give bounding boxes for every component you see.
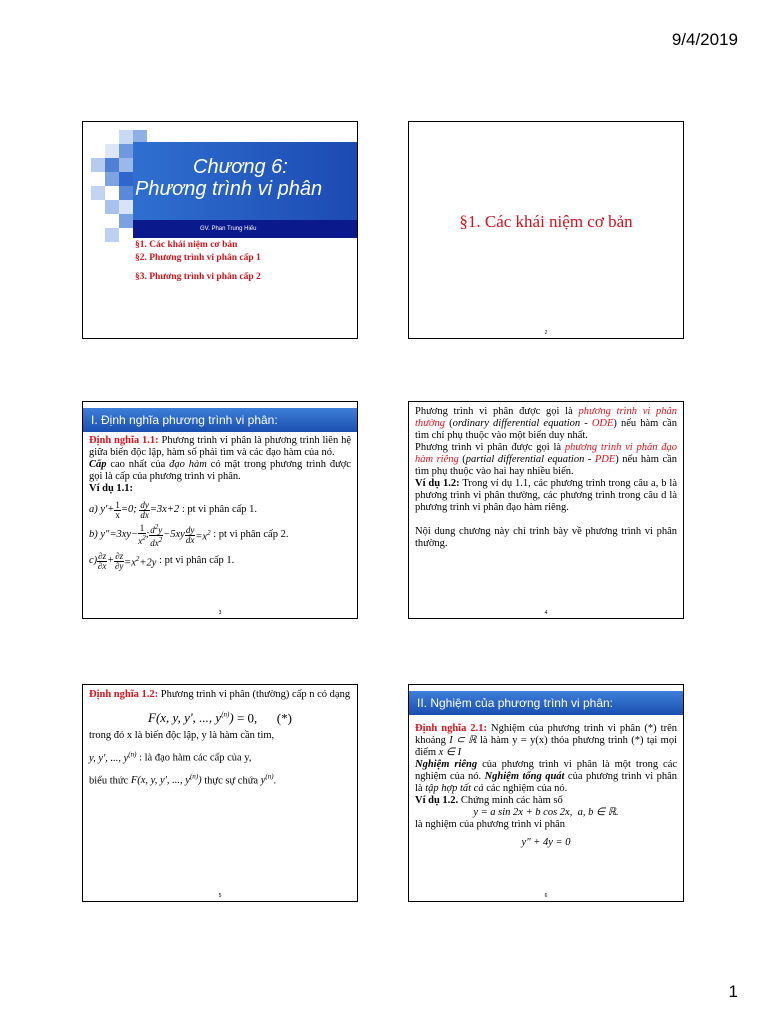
paragraph-text: Phương trình vi phân được gọi là	[415, 406, 579, 417]
example-equation: y" + 4y = 0	[521, 837, 571, 848]
example-tail: là nghiệm của phương trình vi phân	[415, 819, 566, 830]
slide-number: 4	[544, 610, 548, 616]
definition-text: Nghiệm của phương trình vi phân (*) trên khoảng	[415, 723, 677, 746]
derivatives-line: y, y', ..., $y^{(n)}$ : là đạo hàm các cấp của y,	[89, 750, 252, 764]
slide-2	[408, 121, 684, 339]
section-title: §1. Các khái niệm cơ bản	[459, 212, 633, 231]
section-header: I. Định nghĩa phương trình vi phân:	[83, 408, 357, 432]
example-label: Ví dụ 1.2:	[415, 478, 460, 489]
order-text-tail: có mặt trong phương trình được gọi là cấp của phương trình vi phân.	[89, 459, 351, 482]
section-header: II. Nghiệm của phương trình vi phân:	[409, 691, 683, 715]
definition-text: Phương trình vi phân là phương trình liên hệ giữa biến độc lập, hàm số phải tìm và các đạo hàm của nó.	[89, 435, 351, 458]
slide-1	[82, 121, 358, 339]
paragraph-text: Phương trình vi phân được gọi là	[415, 442, 565, 453]
chapter-note: Nội dung chương này chỉ trình bày về phương trình vi phân thường.	[415, 526, 677, 549]
pde-term: phương trình vi phân đạo hàm riêng	[415, 442, 677, 465]
toc-item[interactable]: §2. Phương trình vi phân cấp 1	[135, 253, 261, 263]
toc-item[interactable]: §1. Các khái niệm cơ bản	[135, 240, 238, 250]
toc-item[interactable]: §3. Phương trình vi phân cấp 2	[135, 272, 261, 282]
definition-text: Phương trình vi phân (thường) cấp n có dạng	[158, 689, 351, 700]
example-function: y = a sin 2x + b cos 2x, a, b ∈ ℝ.	[473, 807, 619, 818]
slide-4: Phương trình vi phân được gọi là phương trình vi phân thường (ordinary differential equation - ODE) nếu hàm cần tìm chỉ phụ thuộc vào một biến duy nhất. Phương trình vi phân được gọi là phương trình vi phân đạo hàm riêng (partial differential equation - PDE) nếu hàm cần tìm phụ thuộc vào hai hay nhiều biến. Ví dụ 1.2: Trong ví dụ 1.1, các phương trình trong câu a, b là phương trình vi phân thường, các phương trình trong câu d là phương trình vi phân đạo hàm riêng. Nội dung chương này chỉ trình bày về phương trình vi phân thường. 4	[408, 401, 684, 619]
order-italic: đạo hàm	[169, 459, 207, 470]
ode-general-form: F(x, y, y', ..., $y^{(n)}) = 0$, (*)	[148, 710, 292, 726]
example-b: b) y"=3xy− $\frac{1}{x^2}$ ; $\frac{d^2y}{dx^2}$ −5xy $\frac{dy}{dx}$ $=x^2$ : pt vi phân cấp 2.	[89, 522, 289, 548]
example-label: Ví dụ 1.2.	[415, 795, 459, 806]
example-text: Chứng minh các hàm số	[458, 795, 563, 806]
example-a: a) y'+ $\frac{1}{x}$ =0; $\frac{dy}{dx}$ =3x+2 : pt vi phân cấp 1.	[89, 499, 258, 520]
slide-number: 6	[544, 893, 548, 899]
ode-abbrev: ODE	[591, 418, 614, 429]
author-bar: GV. Phan Trung Hiếu	[133, 220, 358, 238]
slide-5	[82, 684, 358, 902]
definition-label: Định nghĩa 2.1:	[415, 723, 487, 734]
slide-6: II. Nghiệm của phương trình vi phân: Định nghĩa 2.1: Nghiệm của phương trình vi phân (*) trên khoảng I ⊂ ℝ là hàm y = y(x) thỏa phương trình (*) tại mọi điểm x ∈ I Nghiệm riêng của phương trình vi phân là một trong các nghiệm của nó. Nghiệm tổng quát của phương trình vi phân là tập hợp tất cả các nghiệm của nó. Ví dụ 1.2. Chứng minh các hàm số y = a sin 2x + b cos 2x, a, b ∈ ℝ. là nghiệm của phương trình vi phân y" + 4y = 0 6	[408, 684, 684, 902]
general-solution-label: Nghiệm tổng quát	[484, 771, 565, 782]
definition-label: Định nghĩa 1.1:	[89, 435, 159, 446]
slide-number: 2	[544, 330, 548, 336]
definition-label: Định nghĩa 1.2:	[89, 689, 159, 700]
pde-abbrev: PDE	[594, 454, 616, 465]
ode-term: phương trình vi phân thường	[415, 406, 677, 429]
chapter-title: Chương 6: Phương trình vi phân	[135, 156, 323, 200]
table-of-contents	[135, 240, 261, 286]
page-number: 1	[728, 982, 738, 1001]
expression-line: biểu thức F(x, y, y', ..., $y^{(n)}$) thực sự chứa $y^{(n)}$.	[89, 772, 277, 787]
example-c: c) $\frac{\partial z}{\partial x}$ + $\frac{\partial z}{\partial y}$ $=x^2+2y$ : pt vi phân cấp 1.	[89, 550, 235, 571]
example-label: Ví dụ 1.1:	[89, 483, 134, 494]
where-text: trong đó x là biến độc lập, y là hàm cần tìm,	[89, 730, 275, 742]
example-text: Trong ví dụ 1.1, các phương trình trong câu a, b là phương trình vi phân thường, các phương trình trong câu d là phương trình vi phân đạo hàm riêng.	[415, 478, 677, 513]
order-text: cao nhất của	[106, 459, 170, 470]
page-date: 9/4/2019	[671, 30, 738, 49]
slide-number: 3	[218, 610, 222, 616]
slide-3	[82, 401, 358, 619]
order-label: Cấp	[89, 459, 107, 470]
particular-solution-label: Nghiệm riêng	[415, 759, 478, 770]
slide-number: 5	[218, 893, 222, 899]
